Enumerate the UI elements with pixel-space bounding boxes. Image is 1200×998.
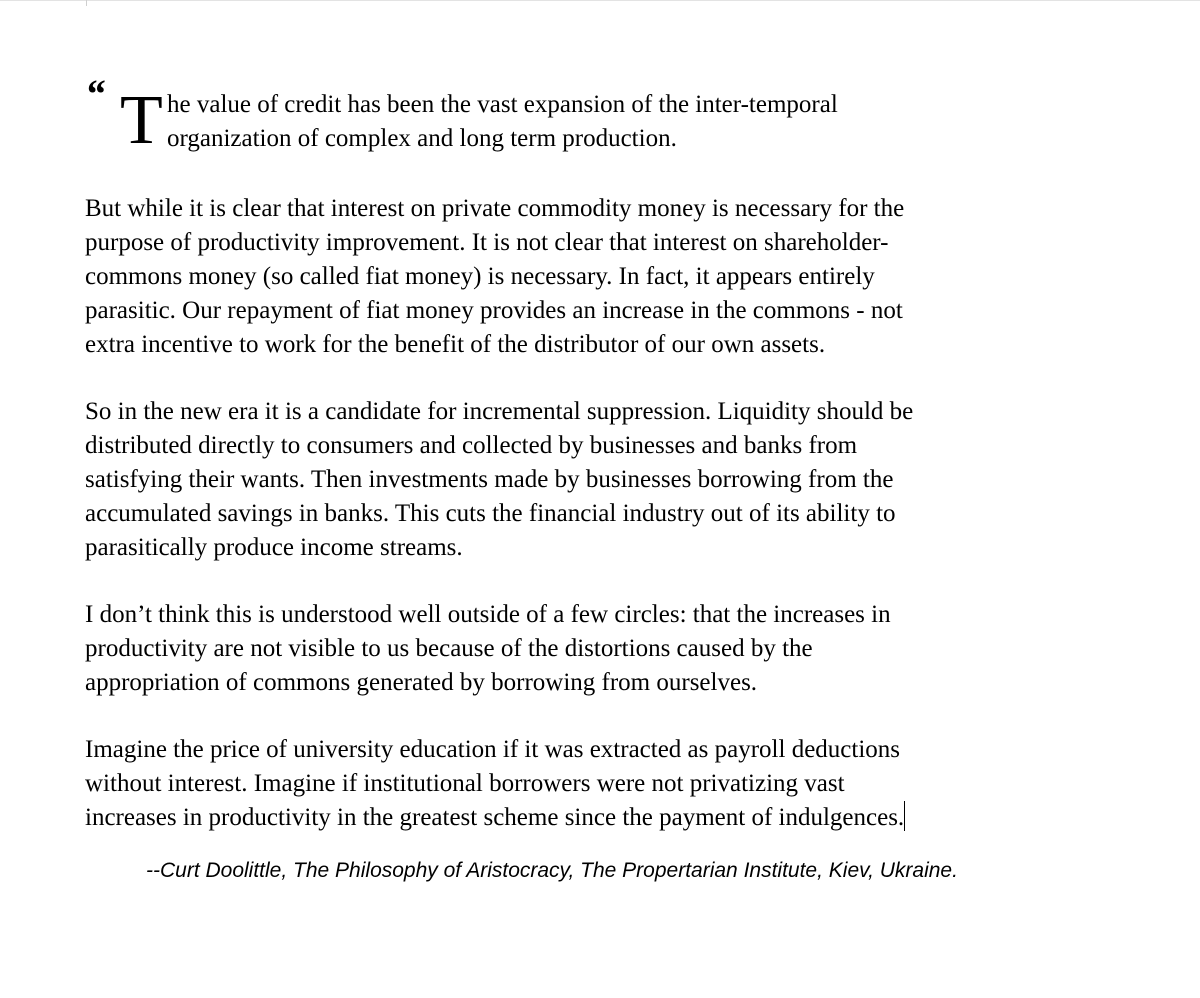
text-line: appropriation of commons generated by borrowing from ourselves.: [85, 669, 758, 696]
ruler-tick: [86, 0, 87, 6]
paragraph-new-era: [85, 395, 1145, 565]
text-line: So in the new era it is a candidate for incremental suppression. Liquidity should be: [85, 398, 914, 425]
text-line: extra incentive to work for the benefit of the distributor of our own assets.: [85, 331, 826, 358]
text-line-last[interactable]: [85, 801, 1145, 835]
text-line: I don’t think this is understood well outside of a few circles: that the increases in: [85, 601, 891, 628]
text-line: Imagine the price of university education if it was extracted as payroll deductions: [85, 736, 901, 763]
drop-cap-letter: T: [120, 82, 163, 159]
paragraph-fiat-money: [85, 192, 1145, 362]
attribution-line: --Curt Doolittle, The Philosophy of Aristocracy, The Propertarian Institute, Kiev, Ukraine.: [146, 859, 958, 882]
text-line-last-content: increases in productivity in the greatest scheme since the payment of indulgences.: [85, 804, 905, 831]
opening-quote-mark: “: [85, 71, 105, 116]
opening-line-1: he value of credit has been the vast expansion of the inter-temporal: [167, 91, 838, 118]
document-body: [85, 71, 1145, 868]
text-line: purpose of productivity improvement. It is not clear that interest on shareholder-: [85, 229, 889, 256]
text-line: without interest. Imagine if institutional borrowers were not privatizing vast: [85, 770, 845, 797]
text-line: commons money (so called fiat money) is necessary. In fact, it appears entirely: [85, 263, 875, 290]
text-line: distributed directly to consumers and collected by businesses and banks from: [85, 432, 858, 459]
text-line: productivity are not visible to us because of the distortions caused by the: [85, 635, 813, 662]
text-line: accumulated savings in banks. This cuts the financial industry out of its ability to: [85, 500, 896, 527]
text-line: But while it is clear that interest on private commodity money is necessary for the: [85, 195, 905, 222]
opening-line-2: organization of complex and long term production.: [167, 125, 677, 152]
paragraph-imagine: [85, 733, 1145, 835]
text-line: parasitically produce income streams.: [85, 534, 463, 561]
text-line: parasitic. Our repayment of fiat money provides an increase in the commons - not: [85, 297, 903, 324]
text-cursor: [904, 801, 905, 831]
page-top-border: [0, 0, 1200, 1]
text-line: satisfying their wants. Then investments made by businesses borrowing from the: [85, 466, 894, 493]
paragraph-productivity: [85, 598, 1145, 700]
opening-paragraph: [85, 71, 1145, 159]
